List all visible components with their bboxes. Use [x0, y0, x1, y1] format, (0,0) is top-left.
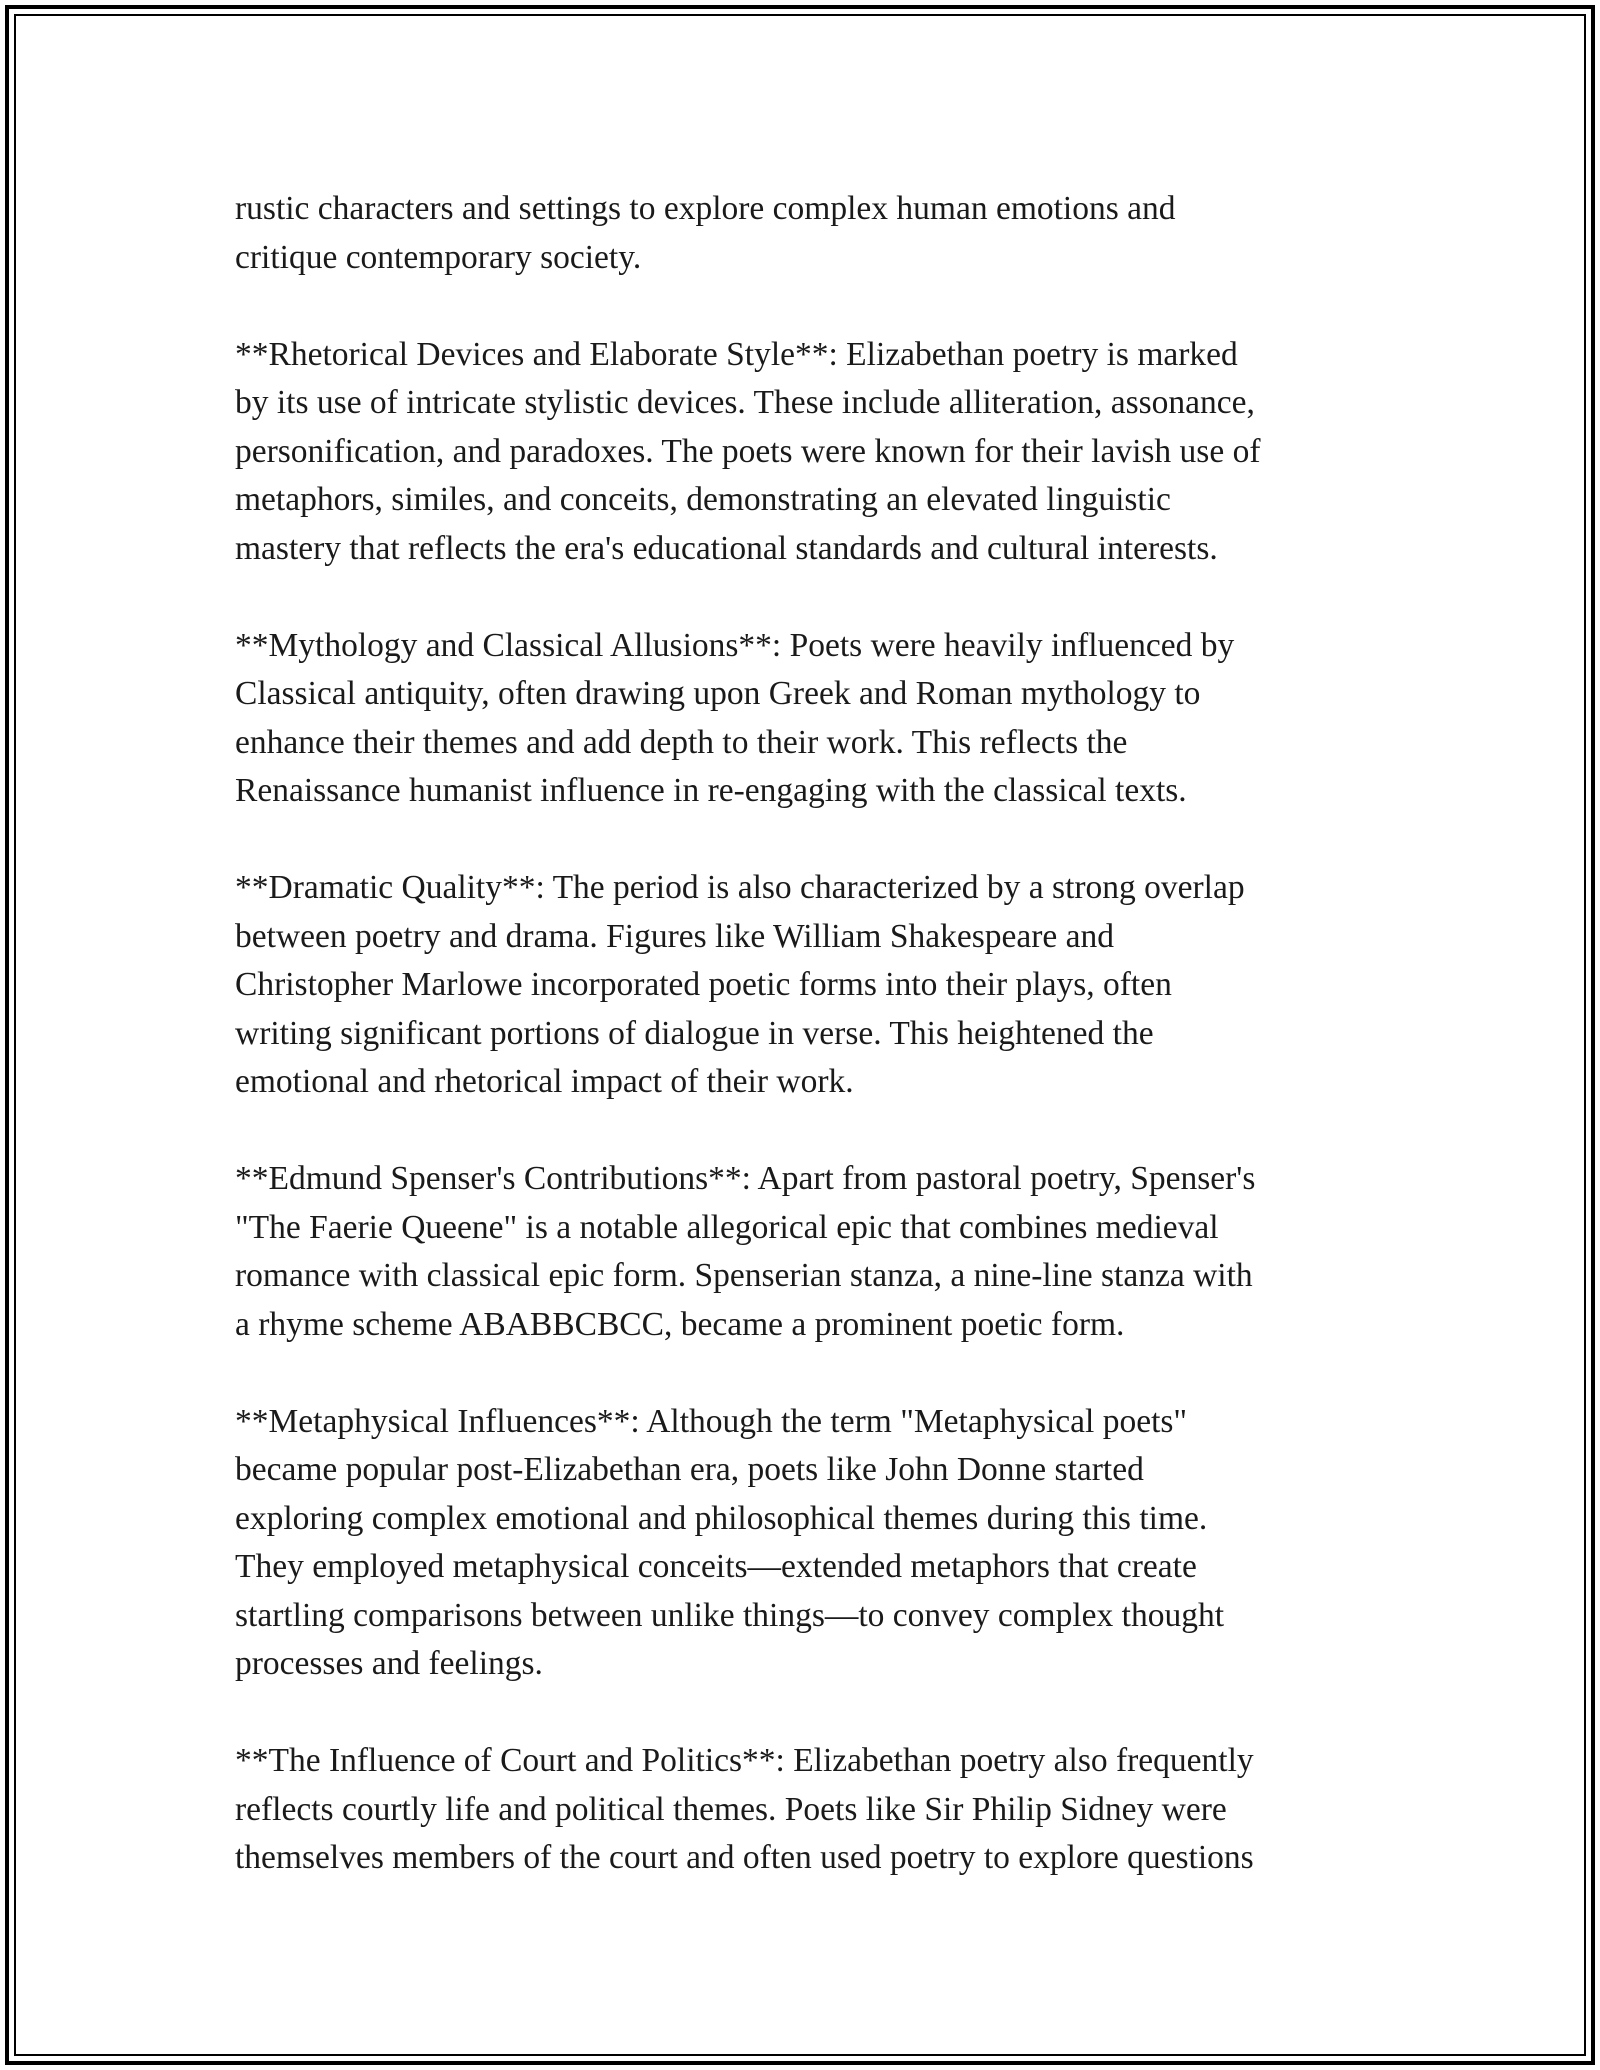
paragraph-metaphysical: [235, 1398, 1375, 1689]
text-line: Christopher Marlowe incorporated poetic forms into their plays, often: [235, 966, 1172, 1003]
text-line: romance with classical epic form. Spenserian stanza, a nine-line stanza with: [235, 1257, 1253, 1294]
paragraph-rhetorical-devices: [235, 331, 1375, 574]
text-line: enhance their themes and add depth to their work. This reflects the: [235, 723, 1128, 761]
text-line: by its use of intricate stylistic devices. These include alliteration, assonance,: [235, 384, 1255, 421]
text-line: mastery that reflects the era's educational standards and cultural interests.: [235, 529, 1218, 567]
paragraph-dramatic-quality: [235, 864, 1375, 1107]
text-line: became popular post-Elizabethan era, poets like John Donne started: [235, 1451, 1144, 1488]
text-line: a rhyme scheme ABABBCBCC, became a prominent poetic form.: [235, 1305, 1125, 1343]
text-line: reflects courtly life and political themes. Poets like Sir Philip Sidney were: [235, 1790, 1227, 1828]
document-body: [235, 185, 1375, 1883]
text-line: **Edmund Spenser's Contributions**: Apart from pastoral poetry, Spenser's: [235, 1160, 1256, 1197]
text-line: emotional and rhetorical impact of their work.: [235, 1063, 854, 1100]
paragraph-spenser: [235, 1155, 1375, 1349]
text-line: **The Influence of Court and Politics**: Elizabethan poetry also frequently: [235, 1742, 1254, 1779]
text-line: personification, and paradoxes. The poets were known for their lavish use of: [235, 432, 1261, 470]
paragraph-mythology: [235, 622, 1375, 816]
text-line: **Rhetorical Devices and Elaborate Style**: Elizabethan poetry is marked: [235, 335, 1238, 373]
paragraph-court-politics: [235, 1737, 1375, 1883]
text-line: **Dramatic Quality**: The period is also characterized by a strong overlap: [235, 869, 1245, 906]
text-line: between poetry and drama. Figures like William Shakespeare and: [235, 917, 1114, 955]
text-line: They employed metaphysical conceits—extended metaphors that create: [235, 1548, 1197, 1585]
text-line: metaphors, similes, and conceits, demonstrating an elevated linguistic: [235, 481, 1171, 518]
text-line: themselves members of the court and often used poetry to explore questions: [235, 1839, 1254, 1876]
text-line: **Mythology and Classical Allusions**: Poets were heavily influenced by: [235, 626, 1235, 664]
text-line: startling comparisons between unlike things—to convey complex thought: [235, 1596, 1225, 1634]
text-line: Classical antiquity, often drawing upon Greek and Roman mythology to: [235, 675, 1201, 712]
text-line: **Metaphysical Influences**: Although the term "Metaphysical poets": [235, 1402, 1188, 1440]
text-line: rustic characters and settings to explore complex human emotions and: [235, 190, 1176, 227]
text-line: critique contemporary society.: [235, 238, 642, 276]
text-line: processes and feelings.: [235, 1645, 543, 1682]
text-line: exploring complex emotional and philosophical themes during this time.: [235, 1499, 1208, 1537]
text-line: writing significant portions of dialogue in verse. This heightened the: [235, 1014, 1154, 1052]
text-line: "The Faerie Queene" is a notable allegorical epic that combines medieval: [235, 1208, 1219, 1246]
paragraph-rustic-characters: [235, 185, 1375, 282]
text-line: Renaissance humanist influence in re-engaging with the classical texts.: [235, 772, 1187, 809]
